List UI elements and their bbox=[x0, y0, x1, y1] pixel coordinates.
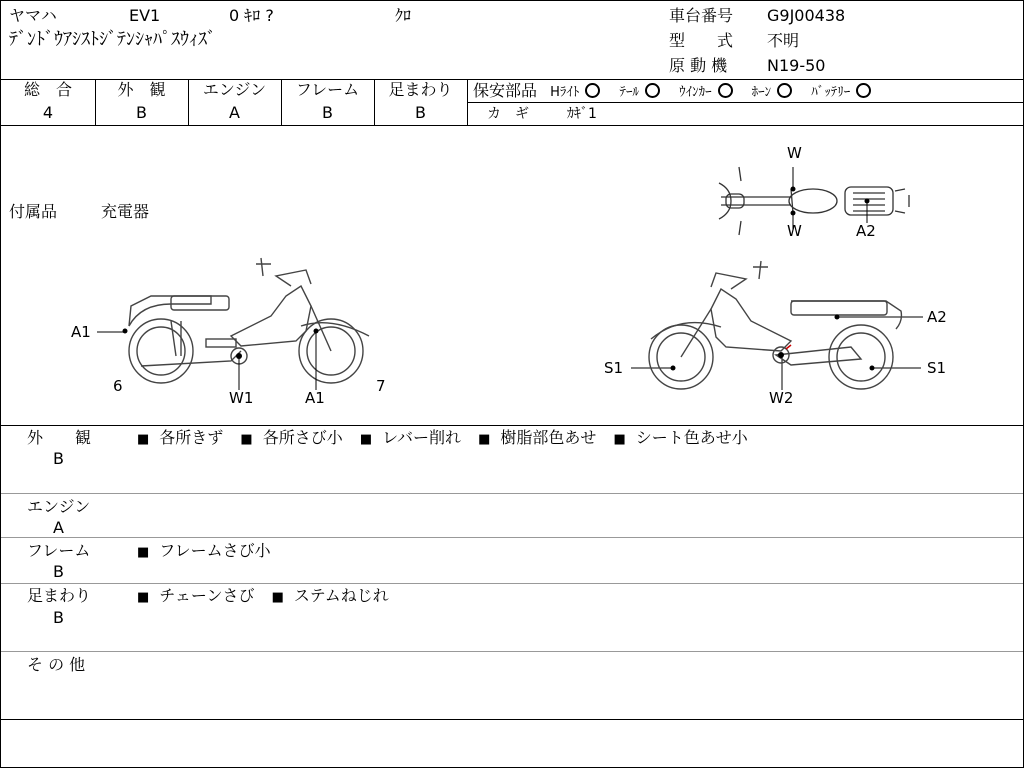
engine-label: 原 動 機 bbox=[669, 56, 728, 75]
safety-horn: ﾎｰﾝ bbox=[751, 85, 772, 100]
divider bbox=[1, 425, 1023, 426]
remark-category: エンジン bbox=[27, 497, 91, 516]
remark-category: 外 観 bbox=[27, 428, 92, 447]
divider bbox=[1, 583, 1023, 584]
diagram-label: W2 bbox=[769, 389, 794, 407]
grade-frame-label: フレーム bbox=[295, 80, 360, 99]
color: ｸﾛ bbox=[395, 6, 412, 25]
diagram-label: 6 bbox=[113, 377, 123, 395]
grade-engine-label: エンジン bbox=[202, 80, 267, 99]
remark-item: シート色あせ小 bbox=[635, 428, 748, 447]
diagram-label: W bbox=[787, 144, 802, 162]
diagram-label: W bbox=[787, 222, 802, 240]
accessories-value: 充電器 bbox=[101, 202, 150, 221]
divider bbox=[1, 493, 1023, 494]
bullet-icon: ■ bbox=[613, 432, 626, 447]
remark-item: ステムねじれ bbox=[293, 586, 389, 605]
remark-item: チェーンさび bbox=[159, 586, 255, 605]
safety-winker: ｳｲﾝｶｰ bbox=[679, 85, 712, 100]
type-label: 型 式 bbox=[669, 31, 734, 50]
remark-item: 各所きず bbox=[159, 428, 224, 447]
key-label: カ ギ bbox=[487, 106, 529, 122]
model-name: ﾃﾞﾝﾄﾞｳｱｼｽﾄｼﾞﾃﾝｼｬﾊﾟｽｳｨｽﾞ bbox=[9, 29, 216, 50]
remark-grade: B bbox=[53, 449, 64, 468]
diagram-label: A1 bbox=[71, 323, 91, 341]
diagram-label: W1 bbox=[229, 389, 254, 407]
mileage: 0 ｷﾛ ? bbox=[229, 6, 274, 25]
diagram-label: 7 bbox=[376, 377, 386, 395]
maker: ヤマハ bbox=[9, 6, 57, 25]
safety-label: 保安部品 bbox=[473, 81, 538, 100]
remark-category: そ の 他 bbox=[27, 655, 86, 674]
bullet-icon: ■ bbox=[137, 590, 150, 605]
remark-item: 各所さび小 bbox=[262, 428, 343, 447]
grade-overall-value: 4 bbox=[42, 103, 54, 122]
divider bbox=[1, 719, 1023, 720]
remark-items bbox=[137, 429, 748, 449]
accessories-label: 付属品 bbox=[9, 202, 58, 221]
remark-item: レバー削れ bbox=[382, 428, 461, 447]
remark-item: 樹脂部色あせ bbox=[500, 428, 597, 447]
remark-items bbox=[137, 542, 271, 562]
diagram-label: A1 bbox=[305, 389, 325, 407]
model-code: EV1 bbox=[129, 6, 161, 25]
grade-engine-value: A bbox=[229, 103, 240, 122]
key-value: ｶｷﾞ1 bbox=[567, 106, 597, 122]
bike-right-view-diagram bbox=[641, 259, 911, 389]
bullet-icon: ■ bbox=[240, 432, 253, 447]
frame-no-label: 車台番号 bbox=[669, 6, 734, 25]
grade-exterior-label: 外 観 bbox=[117, 80, 166, 99]
divider bbox=[1, 651, 1023, 652]
remark-grade: B bbox=[53, 562, 64, 581]
diagram-label: A2 bbox=[856, 222, 876, 240]
grade-suspension-label: 足まわり bbox=[388, 80, 453, 99]
diagram-label: S1 bbox=[604, 359, 624, 377]
safety-battery: ﾊﾞｯﾃﾘｰ bbox=[811, 85, 851, 100]
diagram-label: S1 bbox=[927, 359, 947, 377]
engine-value: N19-50 bbox=[767, 56, 826, 75]
frame-no: G9J00438 bbox=[767, 6, 846, 25]
remark-category: フレーム bbox=[27, 541, 91, 560]
type-value: 不明 bbox=[767, 31, 800, 50]
remark-grade: A bbox=[53, 518, 64, 537]
bullet-icon: ■ bbox=[271, 590, 284, 605]
bullet-icon: ■ bbox=[359, 432, 373, 447]
divider bbox=[1, 537, 1023, 538]
diagram-label: A2 bbox=[927, 308, 947, 326]
safety-headlight: Hﾗｲﾄ bbox=[550, 85, 580, 100]
grade-suspension-value: B bbox=[415, 103, 426, 122]
safety-tail: ﾃｰﾙ bbox=[619, 85, 639, 100]
bullet-icon: ■ bbox=[137, 545, 150, 560]
bullet-icon: ■ bbox=[137, 432, 150, 447]
remark-grade: B bbox=[53, 608, 64, 627]
remark-items bbox=[137, 587, 389, 607]
grade-exterior-value: B bbox=[136, 103, 147, 122]
grade-frame-value: B bbox=[322, 103, 333, 122]
bullet-icon: ■ bbox=[478, 432, 491, 447]
grade-overall-label: 総 合 bbox=[23, 80, 72, 99]
remark-item: フレームさび小 bbox=[159, 541, 271, 560]
remark-category: 足まわり bbox=[27, 586, 92, 605]
